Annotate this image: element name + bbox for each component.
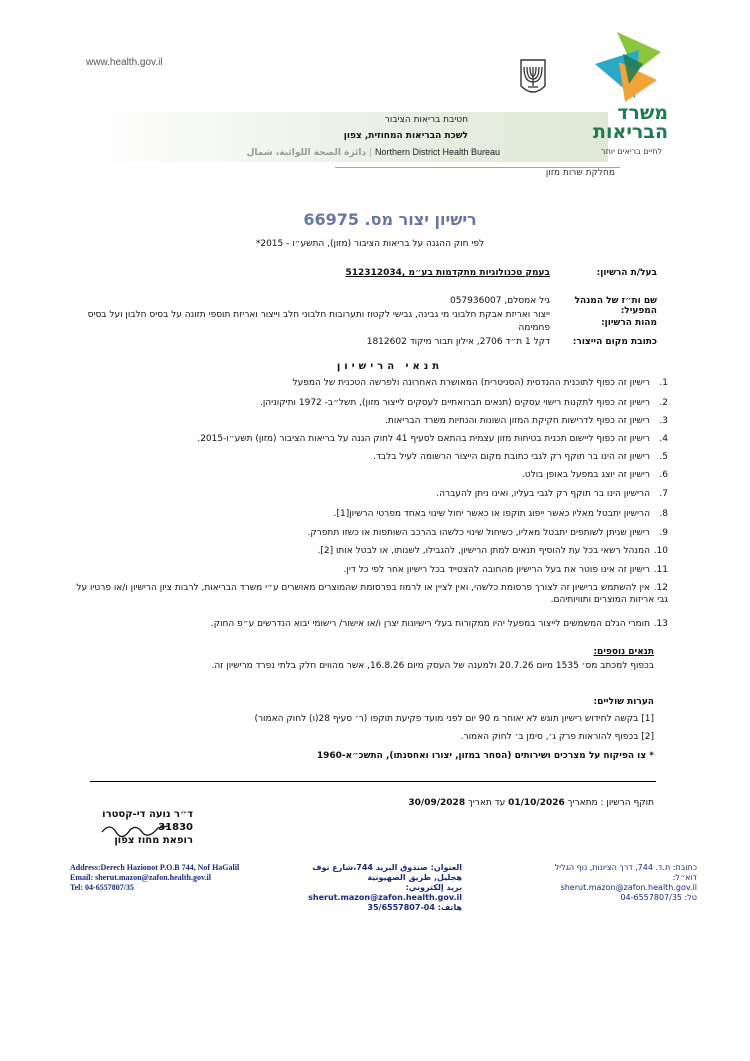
ministry-name-line1: משרד xyxy=(617,102,668,124)
license-subtitle: לפי חוק ההגנה על בריאות הציבור (מזון), התשע״ו - 2015* xyxy=(255,239,485,249)
footer-arabic-phone: هاتف: 04-35/6557807 xyxy=(367,903,462,912)
condition-number: 7. xyxy=(659,489,668,499)
condition-item xyxy=(68,433,668,445)
validity-to: 30/09/2028 xyxy=(408,798,466,808)
condition-item xyxy=(68,377,668,389)
ministry-logo-icon xyxy=(595,32,665,102)
condition-number: 10. xyxy=(653,546,668,556)
service-name: מחלקת שרות מזון xyxy=(545,168,615,178)
condition-item xyxy=(68,527,668,539)
footer-arabic-address: العنوان: صندوق البريد 744،شارع نوف هجليل, طريق الصهيونية xyxy=(312,863,462,882)
department-line2: לשכת הבריאות המחוזית, צפון xyxy=(343,131,468,141)
footer-arabic-email: بريد إلكتروني: sherut.mazon@zafon.health.gov.il xyxy=(308,883,462,902)
validity-mid: עד תאריך xyxy=(467,798,506,808)
condition-number: 4. xyxy=(659,434,668,444)
condition-number: 11. xyxy=(653,565,668,575)
condition-text: הרישיון יתבטל מאליו כאשר ייפוג תוקפו או כאשר יחול שינוי באחד מפרטי הרשיון[1]. xyxy=(333,509,650,519)
footer-english-phone: Tel: 04-6557807/35 xyxy=(70,883,134,892)
condition-text: אין להשתמש ברישיון זה לצורך פרסומת כלשהי, ואין לציין או לרמוז בפרסומת שהמוצרים מאושרים ע״י משרד הבריאות, לרבות ציון הרישיון ו/או פרטיו על גבי אריזות המוצרים ותוויותיהם. xyxy=(76,583,668,605)
field-value-address: דקל 1 ת״ד 2706, אילון תבור מיקוד 1812602 xyxy=(366,337,550,347)
additional-conditions-heading: תנאים נוספים: xyxy=(593,647,654,657)
condition-number: 1. xyxy=(659,378,668,388)
condition-number: 8. xyxy=(659,509,668,519)
footer-hebrew-phone: טל: 04-6557807/35 xyxy=(620,893,697,902)
signer-license: 31830 xyxy=(158,822,193,833)
footer-hebrew xyxy=(540,863,697,903)
footnote-2: [2] בכפוף להוראות פרק ג׳, סימן ב׳ לחוק האמור. xyxy=(460,732,654,742)
field-label-essence: מהות הרשיון: xyxy=(601,318,657,328)
footer-english xyxy=(70,863,270,893)
field-value-owner: בעמק טכנולוגיות מתקדמות בע״מ ,512312034 xyxy=(345,268,550,278)
condition-text: רישיון זה הינו בר תוקף רק לגבי כתובת מקום הייצור הרשומה לעיל בלבד. xyxy=(373,452,650,462)
license-title: רישיון יצור מס. 66975 xyxy=(303,210,477,229)
condition-number: 3. xyxy=(659,416,668,426)
divider xyxy=(90,781,656,782)
condition-item xyxy=(68,582,668,606)
ministry-name xyxy=(548,104,668,142)
department-line3: دائرة الصحة اللوائية، شمال | Northern District Health Bureau xyxy=(246,147,500,158)
validity-label: תוקף הרשיון : מתאריך xyxy=(567,798,654,808)
footnote-star: * צו הפיקוח על מצרכים ושירותים (הסחר במזון, יצורו ואחסנתו), התשכ״א-1960 xyxy=(316,751,654,761)
menorah-emblem-icon xyxy=(519,58,547,98)
condition-text: רישיון זה כפוף לתקנות רישוי עסקים (תנאים תברואתיים לעסקים לייצור מזון), תשל״ב- 1972 ותיקוניהן. xyxy=(259,398,650,408)
ministry-name-line2: הבריאות xyxy=(592,121,668,143)
department-arabic: دائرة الصحة اللوائية، شمال xyxy=(246,148,367,158)
condition-text: רישיון זה כפוף לדרישות חקיקת המזון השונות והנחיות משרד הבריאות. xyxy=(385,416,650,426)
condition-item xyxy=(68,415,668,427)
validity-from: 01/10/2026 xyxy=(508,798,565,808)
conditions-heading: תנאי הרישיון xyxy=(336,361,444,372)
condition-text: רישיון זה כפוף לתוכנית ההנדסית (הסניטרית) המאושרת האחרונה ולפרשה הטכנית של המפעל xyxy=(292,378,650,388)
signer-name: ד״ר נועה די-קסטרו xyxy=(102,809,193,820)
field-label-address: כתובת מקום הייצור: xyxy=(572,337,657,347)
condition-text: הרישיון הינו בר תוקף רק לגבי בעליו, ואינו ניתן להעברה. xyxy=(436,489,650,499)
condition-item xyxy=(68,488,668,500)
website-url: www.health.gov.il xyxy=(86,57,163,68)
condition-item xyxy=(68,469,668,481)
field-label-manager: שם ות״ז של המנהל המפעיל: xyxy=(574,296,657,316)
footer-arabic xyxy=(292,863,462,913)
handwritten-signature xyxy=(100,820,170,838)
condition-number: 6. xyxy=(659,470,668,480)
condition-item xyxy=(68,397,668,409)
condition-number: 9. xyxy=(659,528,668,538)
footnote-1: [1] בקשה לחידוש רישיון תוגש לא יאוחר מ 90 יום לפני מועד פקיעת תוקפו (ר׳ סעיף 28(ו) לחוק האמור) xyxy=(254,714,654,724)
condition-text: חומרי הגלם המשמשים לייצור במפעל יהיו ממקורות בעלי רישיונות יצרן ו/או אישור/ רישומי יבוא הנדרשים ע״פ החוק. xyxy=(210,619,650,629)
condition-text: המנהל רשאי בכל עת להוסיף תנאים למתן הרישיון, להגבילו, לשנותו, או לבטל אותו [2]. xyxy=(317,546,650,556)
additional-conditions-text: בכפוף למכתב מס׳ 1535 מיום 20.7.26 ולמענה של העסק מיום 16.8.26, אשר מהווים חלק בלתי נפרד מרישיון זה. xyxy=(211,661,654,671)
field-value-essence: ייצור ואריזת אבקת חלבוני מי גבינה, גבישי לקטוז ותערובות חלבוני חלב וייצור ואריזת תוספי תזונה על בסיס חלבון ועל בסיס פחמימה xyxy=(87,310,550,333)
condition-item xyxy=(68,618,668,630)
condition-text: רישיון זה אינו פוטר את בעל הרישיון מהחובה להצטייד בכל רישיון אחר לפי כל דין. xyxy=(343,565,650,575)
footer-hebrew-address: כתובת: ת.ד. 744, דרך הציונות, נוף הגליל xyxy=(554,863,697,872)
condition-number: 2. xyxy=(659,398,668,408)
ministry-tagline: לחיים בריאים יותר xyxy=(601,147,662,156)
signer-title: רופאת מחוז צפון xyxy=(114,835,193,846)
condition-number: 5. xyxy=(659,452,668,462)
department-english: Northern District Health Bureau xyxy=(374,147,500,157)
field-value-manager: גיל אמסלם, 057936007 xyxy=(449,296,550,306)
condition-text: רישיון זה כפוף ליישום תכנית בטיחות מזון עצמית בהתאם לסעיף 41 לחוק הגנה על בריאות הציבור (מזון) תשע״ו-2015. xyxy=(197,434,650,444)
condition-item xyxy=(68,508,668,520)
condition-item xyxy=(68,451,668,463)
footnotes-heading: הערות שוליים: xyxy=(593,697,654,707)
condition-item xyxy=(68,545,668,557)
field-label-owner: בעל/ת הרשיון: xyxy=(596,268,657,278)
condition-text: רישיון שניתן לשותפים יתבטל מאליו, כשיחול שינוי כלשהו בהרכב השותפות או כשזו תתפרק. xyxy=(307,528,650,538)
condition-item xyxy=(68,564,668,576)
footer-english-email: Email: sherut.mazon@zafon.health.gov.il xyxy=(70,873,211,882)
condition-number: 12. xyxy=(653,583,668,593)
license-validity xyxy=(204,798,654,808)
footer-hebrew-email: דוא״ל: sherut.mazon@zafon.health.gov.il xyxy=(560,873,697,892)
footer-english-address: Address:Derech Hazionot P.O.B 744, Nof HaGalil xyxy=(70,863,240,872)
condition-number: 13. xyxy=(653,619,668,629)
department-line1: חטיבת בריאות הציבור xyxy=(384,115,468,125)
condition-text: רישיון זה יוצג במפעל באופן בולט. xyxy=(521,470,650,480)
